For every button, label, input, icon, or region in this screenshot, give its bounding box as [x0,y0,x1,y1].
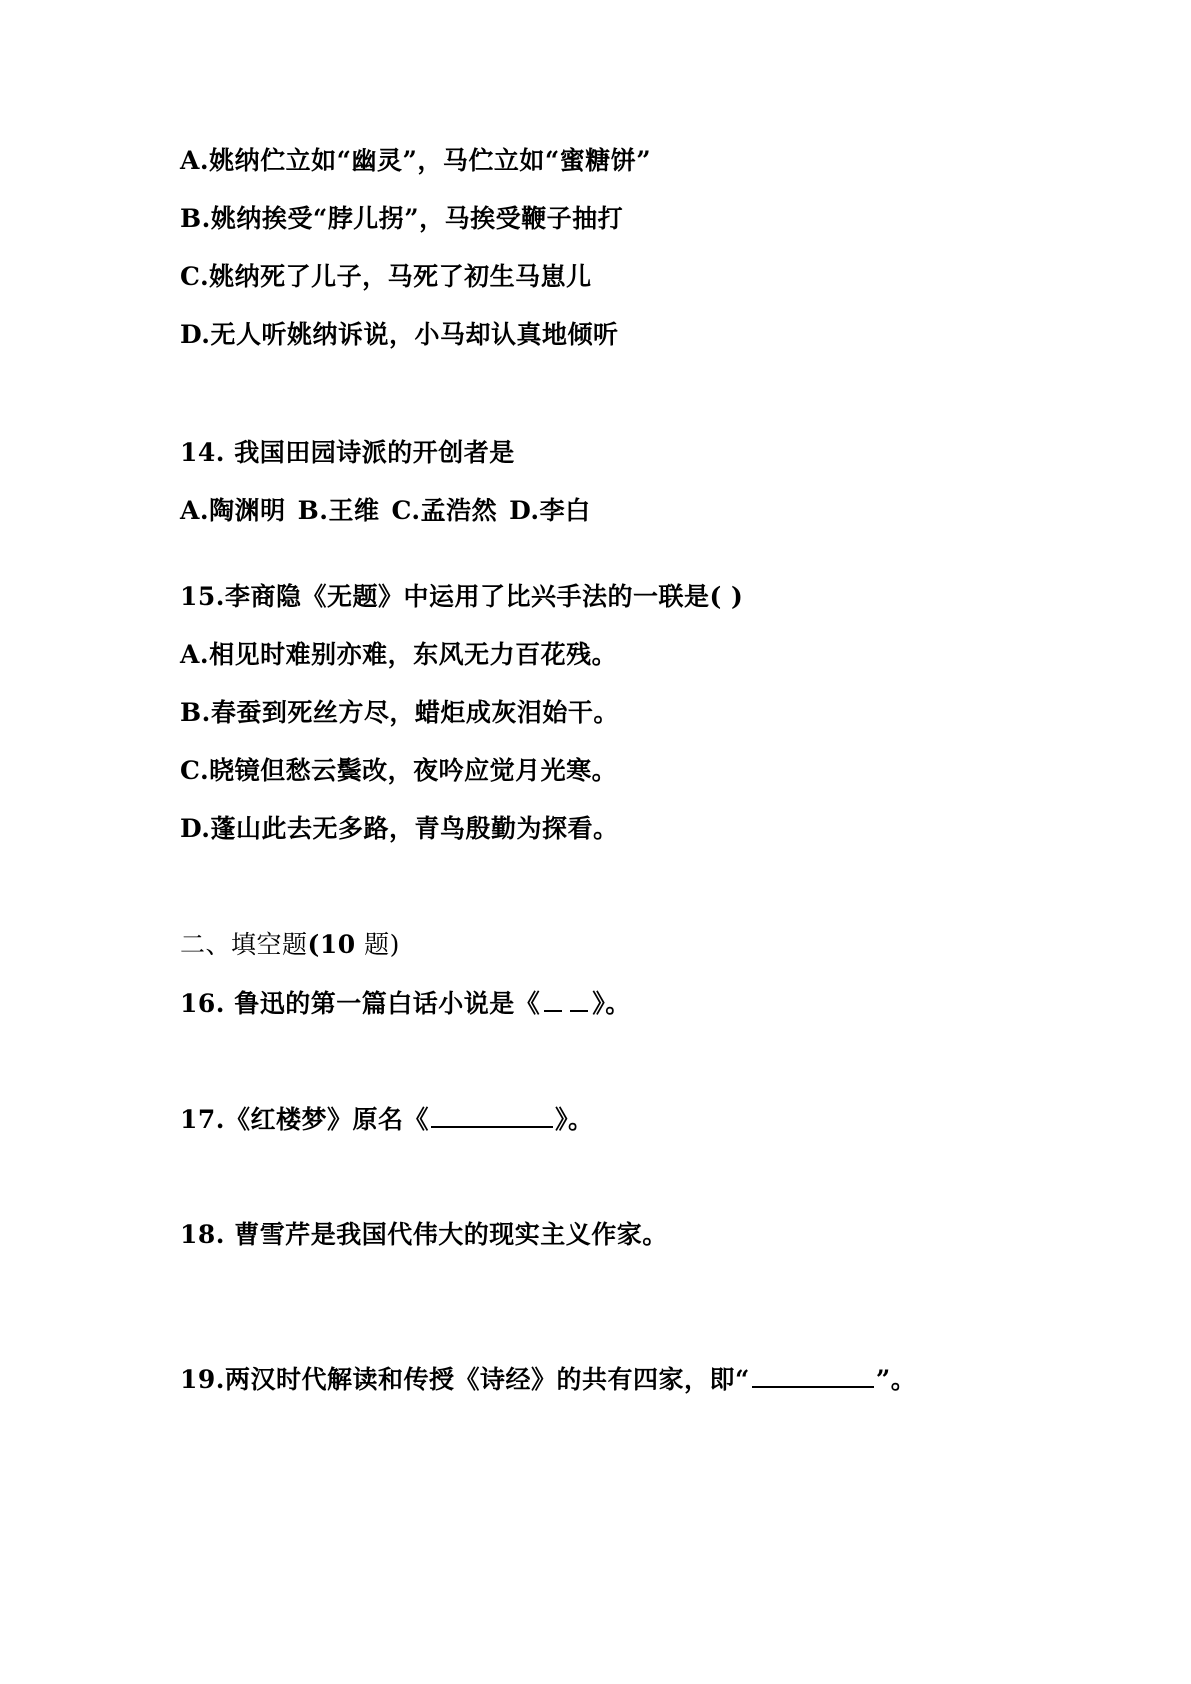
q13-option-d: D.无人听姚纳诉说，小马却认真地倾听 [180,320,619,349]
q15-option-c: C.晓镜但愁云鬓改，夜吟应觉月光寒。 [180,756,618,785]
q14-stem: 14. 我国田园诗派的开创者是 [180,438,515,467]
q16 [180,986,631,1021]
q17-text-after: 》。 [555,1105,594,1134]
section-heading-prefix: 二、填空题 [180,930,308,959]
q17-blank [431,1102,553,1128]
q19-blank [752,1362,874,1388]
q19-text-after: ”。 [875,1365,917,1394]
q14-option-d: D.李白 [509,496,591,525]
q14-option-a: A.陶渊明 [180,496,286,525]
q14-option-b: B.王维 [297,496,380,525]
section-heading-suffix: 题) [355,930,400,959]
q15-option-b: B.春蚕到死丝方尽，蜡炬成灰泪始干。 [180,698,619,727]
q16-text-before: 16. 鲁迅的第一篇白话小说是《 [180,989,541,1018]
q18: 18. 曹雪芹是我国代伟大的现实主义作家。 [180,1220,668,1249]
q15-option-d: D.蓬山此去无多路，青鸟殷勤为探看。 [180,814,619,843]
q16-text-after: 》。 [592,989,631,1018]
q13-option-a: A.姚纳伫立如“幽灵”，马伫立如“蜜糖饼” [180,146,652,175]
q17-text-before: 17.《红楼梦》原名《 [180,1105,429,1134]
q14-options [180,494,591,528]
q14-option-c: C.孟浩然 [391,496,498,525]
q15-option-a: A.相见时难别亦难，东风无力百花残。 [180,640,618,669]
q19 [180,1362,916,1397]
q16-blank [544,986,562,1012]
section-heading-count: (10 [307,930,356,959]
q16-blank [570,986,588,1012]
q15-stem: 15.李商隐《无题》中运用了比兴手法的一联是( ) [180,582,744,611]
q17 [180,1102,594,1137]
q19-text-before: 19.两汉时代解读和传授《诗经》的共有四家，即“ [180,1365,750,1394]
q13-option-c: C.姚纳死了儿子，马死了初生马崽儿 [180,262,592,291]
q13-option-b: B.姚纳挨受“脖儿拐”，马挨受鞭子抽打 [180,204,624,233]
section-heading [180,928,400,962]
